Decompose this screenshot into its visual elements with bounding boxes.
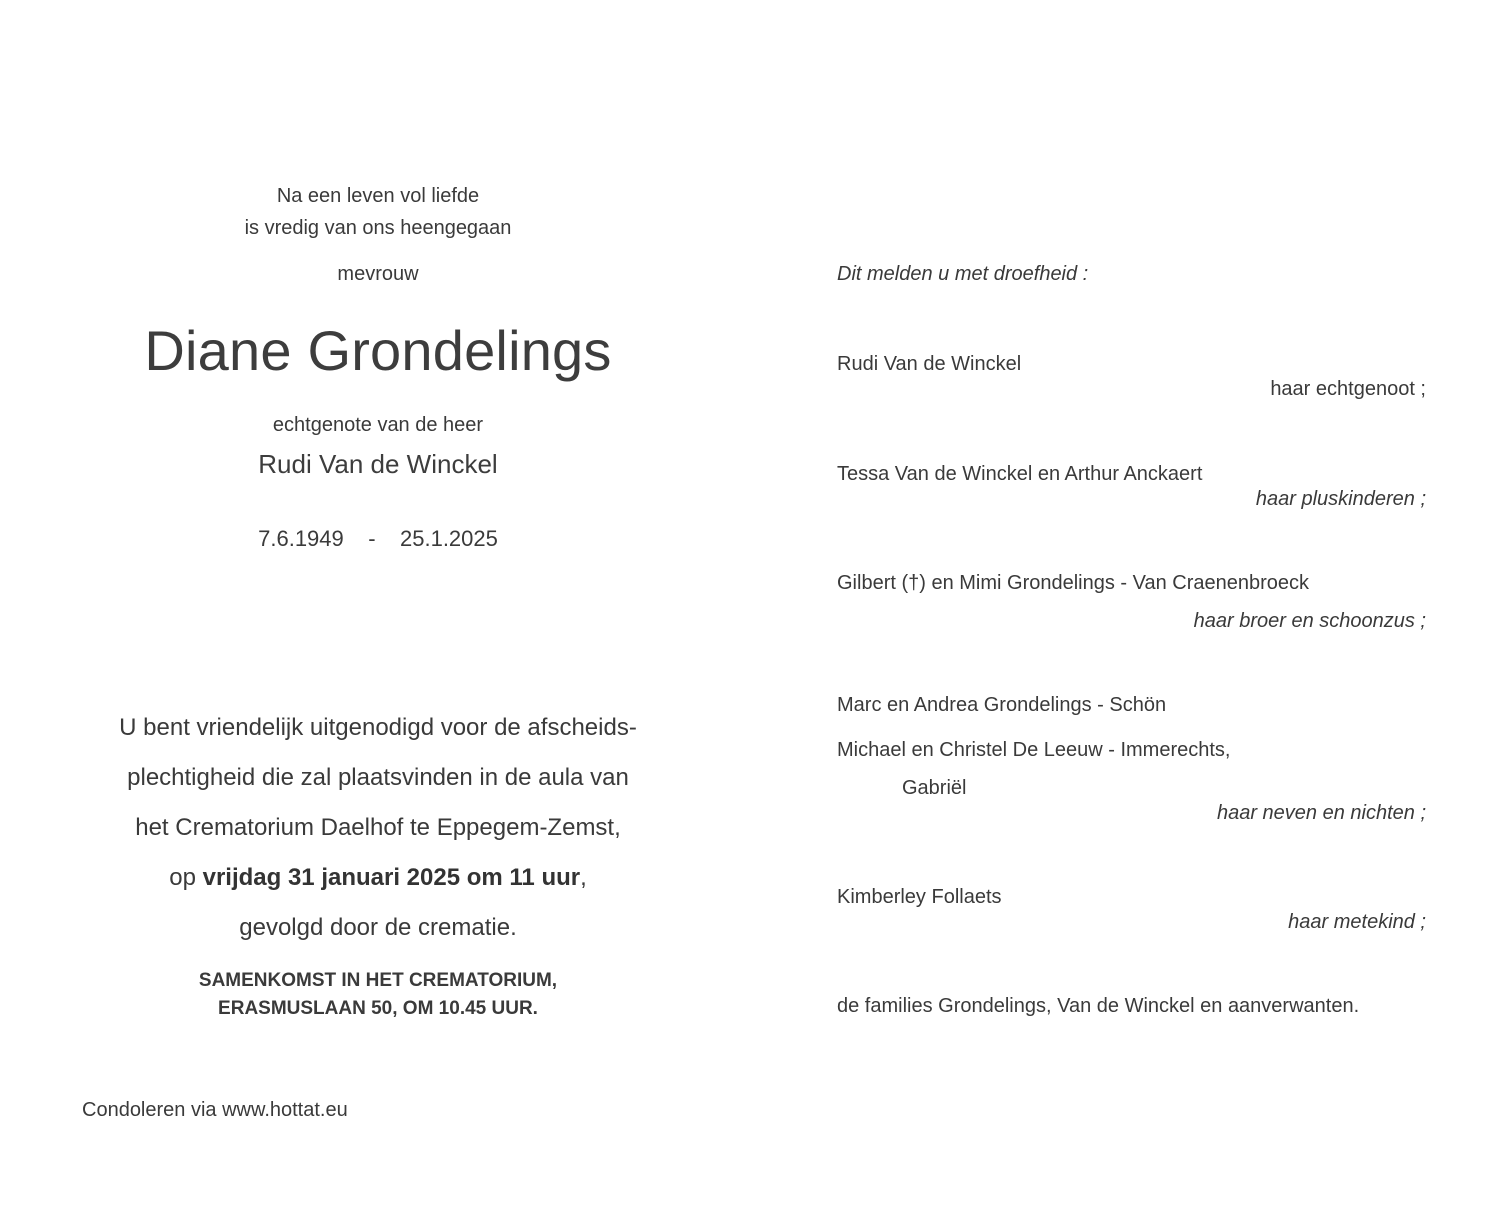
title-mevrouw: mevrouw	[337, 263, 419, 285]
invitation-line-5: gevolgd door de crematie.	[239, 914, 517, 941]
deceased-name: Diane Grondelings	[144, 319, 612, 382]
relative-name: Kimberley Follaets	[837, 886, 1002, 908]
invitation-line-3: het Crematorium Daelhof te Eppegem-Zemst,	[135, 814, 621, 841]
relation-label: haar echtgenoot ;	[1270, 378, 1426, 400]
intro-line-2: is vredig van ons heengegaan	[244, 217, 512, 239]
gathering-line-1: SAMENKOMST IN HET CREMATORIUM,	[198, 970, 558, 991]
birth-date: 7.6.1949	[258, 526, 344, 551]
relative-name: Tessa Van de Winckel en Arthur Anckaert	[837, 463, 1203, 485]
announcement: Dit melden u met droefheid :	[837, 263, 1089, 285]
ceremony-datetime: vrijdag 31 januari 2025 om 11 uur	[202, 864, 581, 891]
relation-label: haar pluskinderen ;	[1255, 488, 1426, 510]
invitation-line-4	[78, 853, 678, 903]
death-date: 25.1.2025	[400, 526, 498, 551]
gathering-notice	[78, 967, 678, 1023]
relative-name: Michael en Christel De Leeuw - Immerechts,	[837, 739, 1231, 761]
spouse-intro: echtgenote van de heer	[272, 414, 484, 436]
invitation-line-4-suffix: ,	[580, 864, 587, 891]
relative-sub-name: Gabriël	[902, 777, 967, 799]
intro-line-1: Na een leven vol liefde	[276, 185, 480, 207]
gathering-line-2: ERASMUSLAAN 50, OM 10.45 UUR.	[218, 998, 538, 1019]
spouse-name: Rudi Van de Winckel	[258, 449, 498, 479]
invitation-line-4-prefix: op	[169, 864, 203, 891]
relation-label: haar metekind ;	[1288, 911, 1426, 933]
intro-text	[78, 180, 678, 244]
closing-families: de families Grondelings, Van de Winckel en aanverwanten.	[837, 995, 1360, 1017]
date-separator: -	[368, 526, 376, 551]
relation-label: haar neven en nichten ;	[1216, 802, 1426, 824]
relative-name: Rudi Van de Winckel	[837, 353, 1022, 375]
relative-name: Marc en Andrea Grondelings - Schön	[837, 694, 1167, 716]
relation-label: haar broer en schoonzus ;	[1193, 610, 1426, 632]
relative-name: Gilbert (†) en Mimi Grondelings - Van Craenenbroeck	[837, 572, 1310, 594]
life-dates	[78, 526, 678, 552]
invitation-text	[78, 703, 678, 953]
invitation-line-2: plechtigheid die zal plaatsvinden in de aula van	[127, 764, 629, 791]
condolence-link[interactable]: Condoleren via www.hottat.eu	[82, 1099, 348, 1121]
invitation-line-1: U bent vriendelijk uitgenodigd voor de afscheids-	[119, 714, 637, 741]
